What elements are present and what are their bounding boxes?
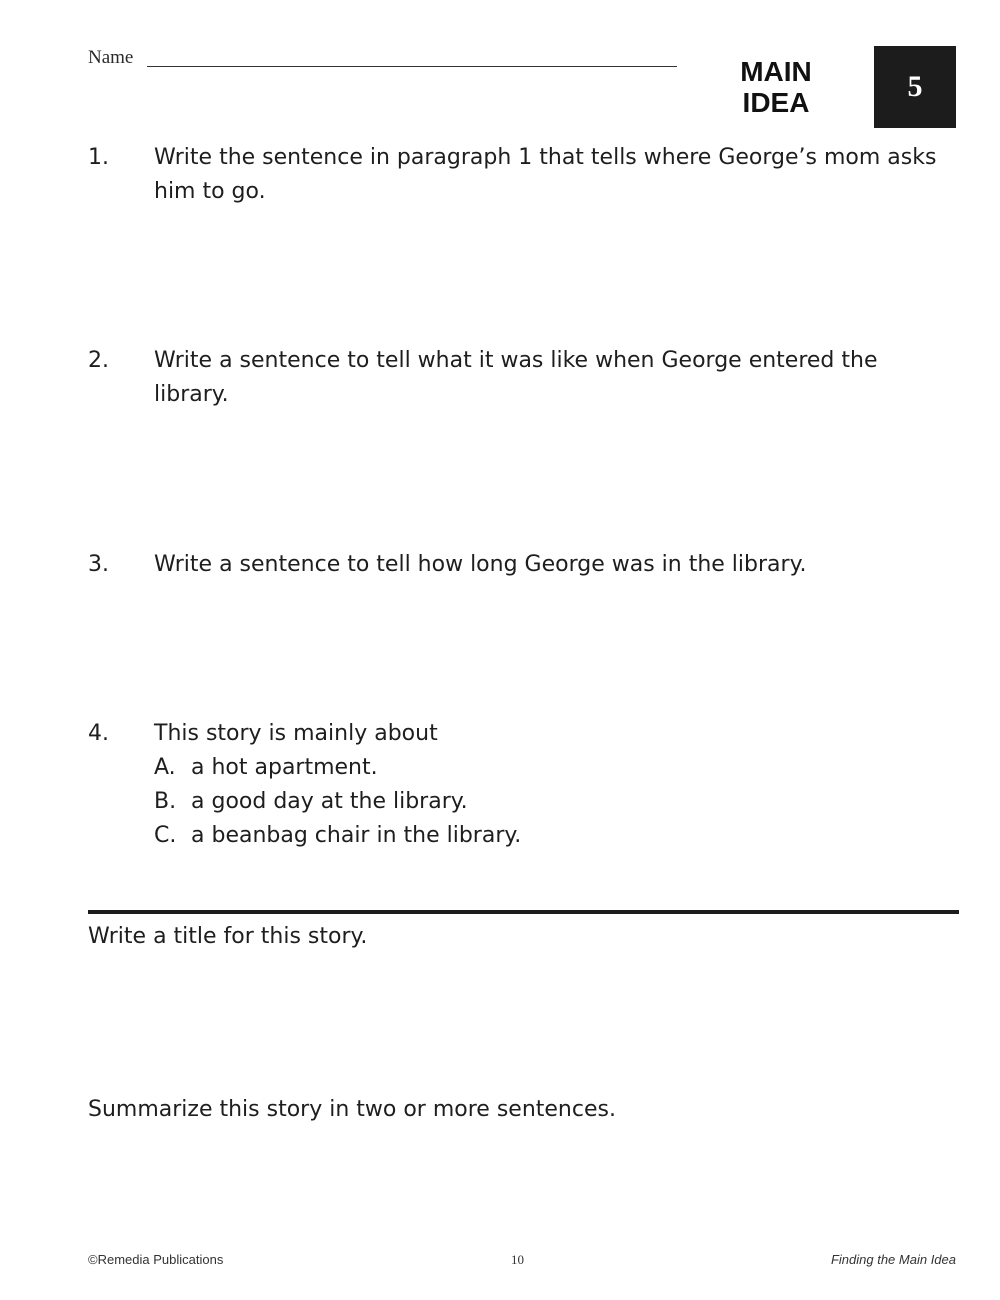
question-text: Write the sentence in paragraph 1 that tells where George’s mom asks him to go. [154,145,937,204]
summary-prompt: Summarize this story in two or more sentences. [88,1097,616,1122]
footer-publisher: ©Remedia Publications [88,1252,224,1267]
option-a[interactable] [154,751,854,785]
section-title [718,56,834,118]
option-b[interactable] [154,785,854,819]
question-number: 4. [88,721,109,746]
question-number: 3. [88,552,109,577]
footer-page-number: 10 [511,1252,524,1267]
option-c[interactable] [154,819,854,853]
answer-options [154,751,854,853]
section-title-line2: IDEA [742,87,810,118]
lesson-number-badge: 5 [874,46,956,128]
section-divider [88,910,959,914]
section-title-line1: MAIN [740,56,812,87]
question-text: This story is mainly about [154,721,438,746]
option-letter: B. [154,789,177,814]
name-label: Name [88,47,134,68]
option-text: a beanbag chair in the library. [191,823,522,848]
option-text: a good day at the library. [191,789,468,814]
option-letter: A. [154,755,176,780]
name-line[interactable] [147,66,677,67]
option-text: a hot apartment. [191,755,378,780]
question-text: Write a sentence to tell how long George was in the library. [154,552,807,577]
question-number: 1. [88,145,109,170]
question-text: Write a sentence to tell what it was like when George entered the library. [154,348,878,407]
question-number: 2. [88,348,109,373]
title-prompt: Write a title for this story. [88,924,368,949]
footer-book-title: Finding the Main Idea [830,1252,956,1267]
option-letter: C. [154,823,177,848]
